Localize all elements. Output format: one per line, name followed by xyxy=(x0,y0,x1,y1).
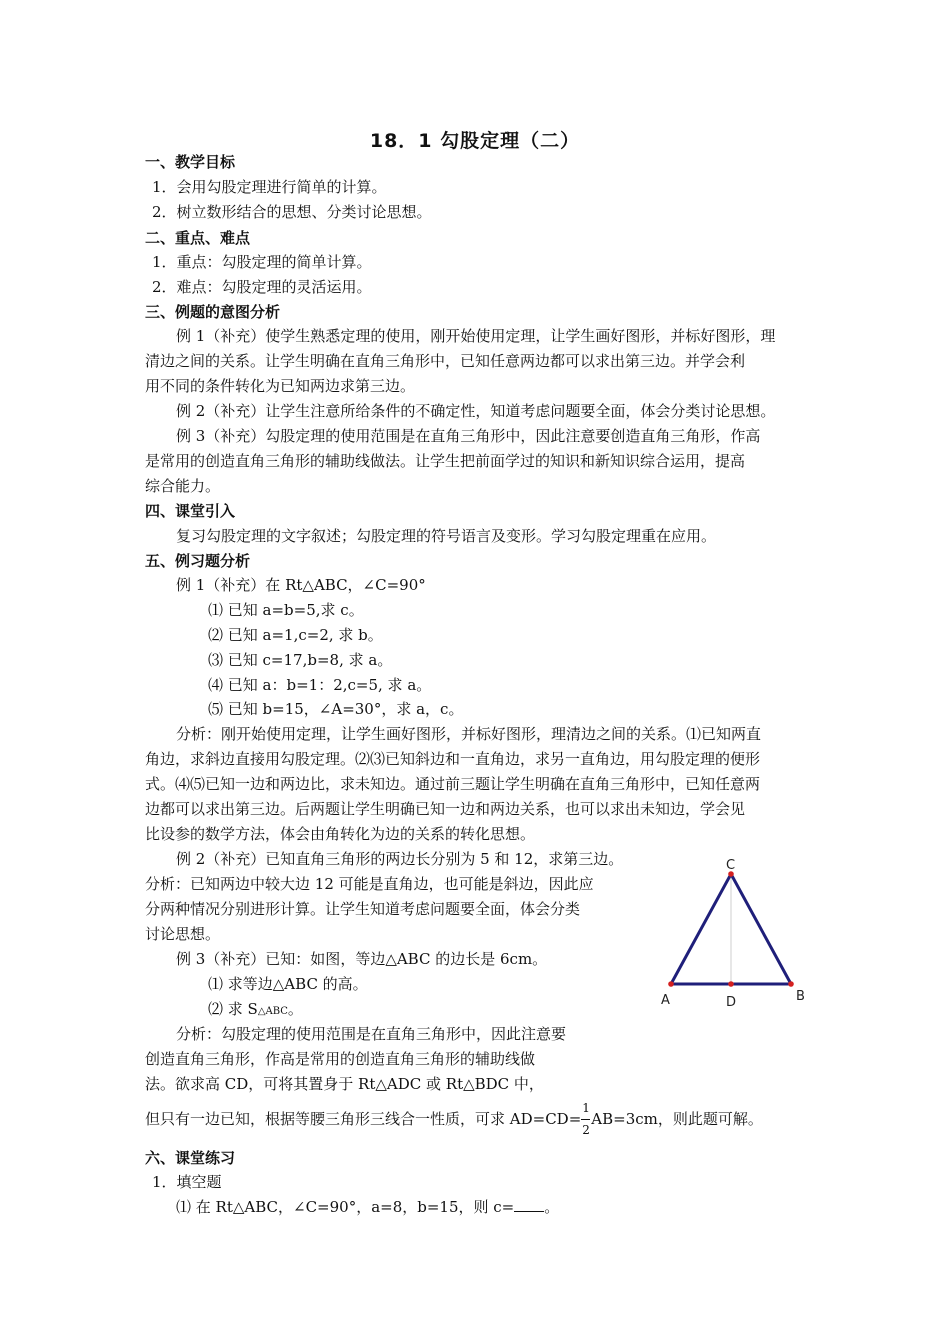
example2-analysis-line: 分两种情况分别进形计算。让学生知道考虑问题要全面，体会分类 xyxy=(145,900,581,918)
example1-item: ⑵ 已知 a=1,c=2, 求 b。 xyxy=(208,626,383,644)
section-heading-examples: 五、例习题分析 xyxy=(145,552,251,570)
label-b: B xyxy=(796,989,805,1004)
fraction-numerator: 1 xyxy=(582,1101,590,1115)
example2-analysis-line: 分析：已知两边中较大边 12 可能是直角边，也可能是斜边，因此应 xyxy=(145,875,594,893)
fraction-denominator: 2 xyxy=(582,1123,590,1137)
example1-analysis-line: 边都可以求出第三边。后两题让学生明确已知一边和两边关系，也可以求出未知边，学会见 xyxy=(145,800,746,818)
key-point-item: 2．难点：勾股定理的灵活运用。 xyxy=(152,278,372,296)
goal-item: 2．树立数形结合的思想、分类讨论思想。 xyxy=(152,203,432,221)
intro-paragraph: 复习勾股定理的文字叙述；勾股定理的符号语言及变形。学习勾股定理重在应用。 xyxy=(176,527,717,545)
section-heading-practice: 六、课堂练习 xyxy=(145,1149,236,1167)
intent-paragraph-line: 是常用的创造直角三角形的辅助线做法。让学生把前面学过的知识和新知识综合运用，提高 xyxy=(145,452,746,470)
practice-question xyxy=(176,1197,559,1217)
example3-last-end: AB=3cm，则此题可解。 xyxy=(591,1110,763,1128)
equilateral-triangle-figure xyxy=(650,858,820,1018)
example3-item2-end: 。 xyxy=(287,1000,303,1018)
example3-item: ⑴ 求等边△ABC 的高。 xyxy=(208,975,368,993)
example2-stem: 例 2（补充）已知直角三角形的两边长分别为 5 和 12，求第三边。 xyxy=(176,850,624,868)
intent-paragraph-line: 例 3（补充）勾股定理的使用范围是在直角三角形中，因此注意要创造直角三角形，作高 xyxy=(176,427,761,445)
section-heading-intent: 三、例题的意图分析 xyxy=(145,303,281,321)
practice-question-end: 。 xyxy=(544,1198,560,1216)
intent-paragraph-line: 综合能力。 xyxy=(145,477,221,495)
section-heading-goals: 一、教学目标 xyxy=(145,153,236,171)
example3-last-text: 但只有一边已知，根据等腰三角形三线合一性质，可求 AD=CD= xyxy=(145,1110,582,1128)
page-title: 18．1 勾股定理（二） xyxy=(369,130,581,152)
label-a: A xyxy=(661,993,670,1008)
intent-paragraph-line: 例 2（补充）让学生注意所给条件的不确定性，知道考虑问题要全面，体会分类讨论思想。 xyxy=(176,402,776,420)
example2-analysis-line: 讨论思想。 xyxy=(145,925,221,943)
example3-stem: 例 3（补充）已知：如图，等边△ABC 的边长是 6cm。 xyxy=(176,950,548,968)
goal-item: 1．会用勾股定理进行简单的计算。 xyxy=(152,178,387,196)
example3-analysis-last-line xyxy=(145,1101,763,1137)
intent-paragraph-line: 用不同的条件转化为已知两边求第三边。 xyxy=(145,377,416,395)
section-heading-key-points: 二、重点、难点 xyxy=(145,229,251,247)
example1-analysis-line: 比设参的数学方法，体会由角转化为边的关系的转化思想。 xyxy=(145,825,536,843)
example3-analysis-line: 分析：勾股定理的使用范围是在直角三角形中，因此注意要 xyxy=(176,1025,567,1043)
example3-analysis-line: 创造直角三角形，作高是常用的创造直角三角形的辅助线做 xyxy=(145,1050,536,1068)
example3-item xyxy=(208,999,303,1022)
intent-paragraph-line: 清边之间的关系。让学生明确在直角三角形中，已知任意两边都可以求出第三边。并学会利 xyxy=(145,352,746,370)
example3-analysis-line: 法。欲求高 CD，可将其置身于 Rt△ADC 或 Rt△BDC 中， xyxy=(145,1075,544,1093)
example1-item: ⑷ 已知 a：b=1：2,c=5, 求 a。 xyxy=(208,676,432,694)
practice-question-text: ⑴ 在 Rt△ABC，∠C=90°，a=8，b=15，则 c= xyxy=(176,1198,515,1216)
intent-paragraph-line: 例 1（补充）使学生熟悉定理的使用，刚开始使用定理，让学生画好图形，并标好图形，理 xyxy=(176,327,776,345)
example1-item: ⑸ 已知 b=15，∠A=30°，求 a，c。 xyxy=(208,700,464,718)
point-d xyxy=(728,981,734,987)
example3-item2-text: ⑵ 求 S xyxy=(208,1000,258,1018)
point-b xyxy=(788,981,794,987)
example1-analysis-line: 分析：刚开始使用定理，让学生画好图形，并标好图形，理清边之间的关系。⑴已知两直 xyxy=(176,725,762,743)
practice-subheading: 1．填空题 xyxy=(152,1173,222,1191)
example1-analysis-line: 式。⑷⑸已知一边和两边比，求未知边。通过前三题让学生明确在直角三角形中，已知任意两 xyxy=(145,775,761,793)
label-d: D xyxy=(726,995,737,1010)
point-a xyxy=(668,981,674,987)
example3-item2-subscript: △ABC xyxy=(257,1006,288,1017)
key-point-item: 1．重点：勾股定理的简单计算。 xyxy=(152,253,372,271)
answer-blank xyxy=(514,1197,544,1212)
example1-item: ⑴ 已知 a=b=5,求 c。 xyxy=(208,601,364,619)
one-half-fraction xyxy=(581,1101,591,1137)
example1-stem: 例 1（补充）在 Rt△ABC，∠C=90° xyxy=(176,576,426,594)
example1-analysis-line: 角边，求斜边直接用勾股定理。⑵⑶已知斜边和一直角边，求另一直角边，用勾股定理的便形 xyxy=(145,750,761,768)
section-heading-intro: 四、课堂引入 xyxy=(145,502,236,520)
label-c: C xyxy=(726,858,736,873)
example1-item: ⑶ 已知 c=17,b=8, 求 a。 xyxy=(208,651,393,669)
